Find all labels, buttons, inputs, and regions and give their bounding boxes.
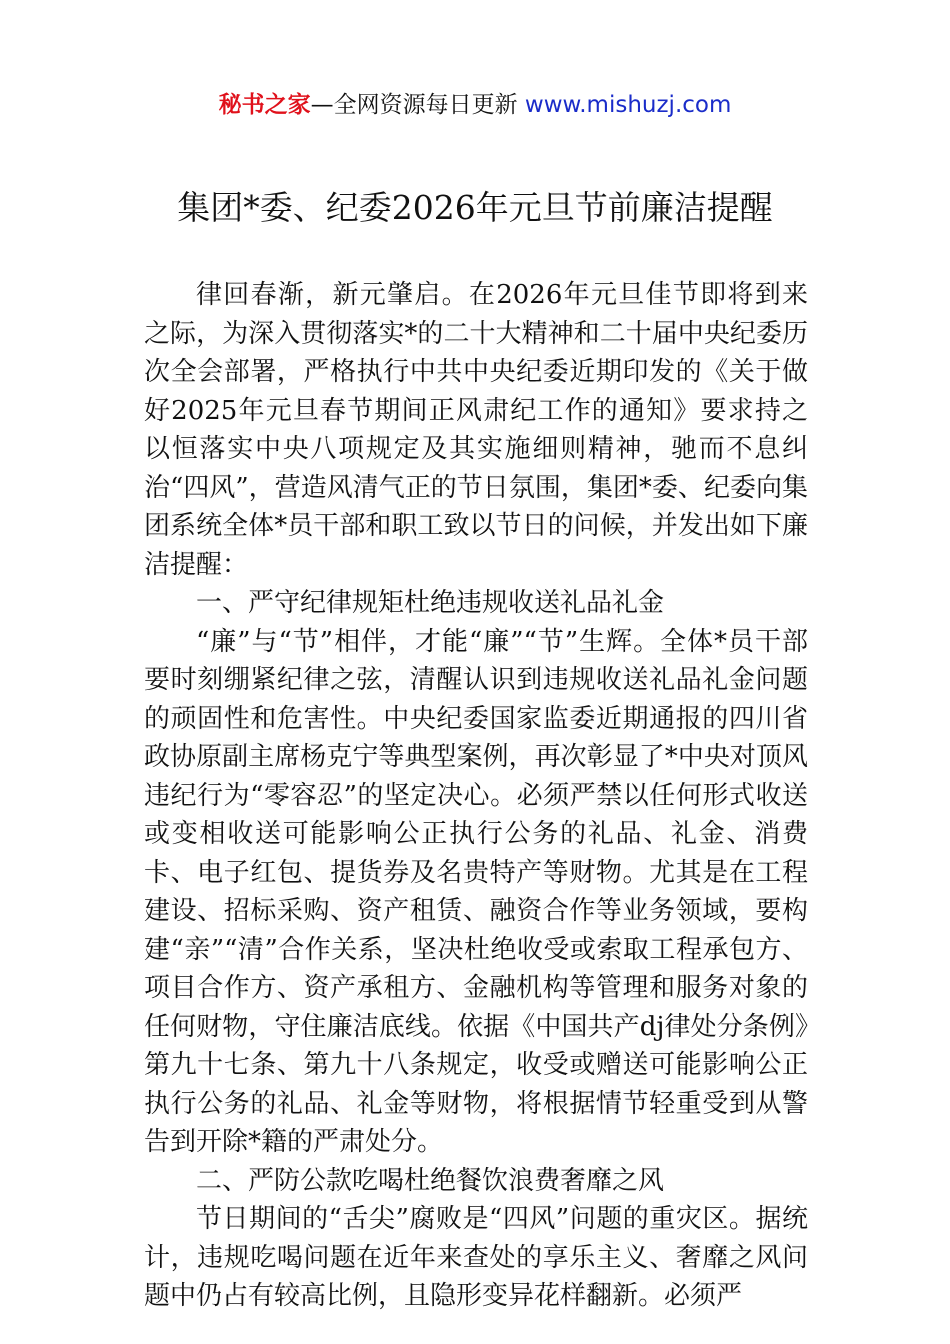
site-tagline: —全网资源每日更新 [310,92,525,118]
intro-paragraph: 律回春渐，新元肇启。在2026年元旦佳节即将到来之际，为深入贯彻落实*的二十大精神和二十届中央纪委历次全会部署，严格执行中共中央纪委近期印发的《关于做好2025年元旦春节期间正风肃纪工作的通知》要求持之以恒落实中央八项规定及其实施细则精神，驰而不息纠治“四风”，营造风清气正的节日氛围，集团*委、纪委向集团系统全体*员干部和职工致以节日的问候，并发出如下廉洁提醒： [144,280,808,580]
site-header [0,88,950,122]
section-1-paragraph: “廉”与“节”相伴，才能“廉”“节”生辉。全体*员干部要时刻绷紧纪律之弦，清醒认识到违规收送礼品礼金问题的顽固性和危害性。中央纪委国家监委近期通报的四川省政协原副主席杨克宁等典型案例，再次彰显了*中央对顶风违纪行为“零容忍”的坚定决心。必须严禁以任何形式收送或变相收送可能影响公正执行公务的礼品、礼金、消费卡、电子红包、提货券及名贵特产等财物。尤其是在工程建设、招标采购、资产租赁、融资合作等业务领域，要构建“亲”“清”合作关系，坚决杜绝收受或索取工程承包方、项目合作方、资产承租方、金融机构等管理和服务对象的任何财物，守住廉洁底线。依据《中国共产dj律处分条例》第九十七条、第九十八条规定，收受或赠送可能影响公正执行公务的礼品、礼金等财物，将根据情节轻重受到从警告到开除*籍的严肃处分。 [144,626,808,1157]
section-2-paragraph: 节日期间的“舌尖”腐败是“四风”问题的重灾区。据统计，违规吃喝问题在近年来查处的享乐主义、奢靡之风问题中仍占有较高比例，且隐形变异花样翻新。必须严 [144,1204,808,1311]
section-heading-1: 一、严守纪律规矩杜绝违规收送礼品礼金 [196,588,665,618]
document-title: 集团*委、纪委2026年元旦节前廉洁提醒 [177,188,773,227]
site-url-link[interactable]: www.mishuzj.com [524,92,732,118]
site-brand: 秘书之家 [218,92,311,118]
section-heading-2: 二、严防公款吃喝杜绝餐饮浪费奢靡之风 [196,1165,665,1196]
document-body [144,276,808,1316]
